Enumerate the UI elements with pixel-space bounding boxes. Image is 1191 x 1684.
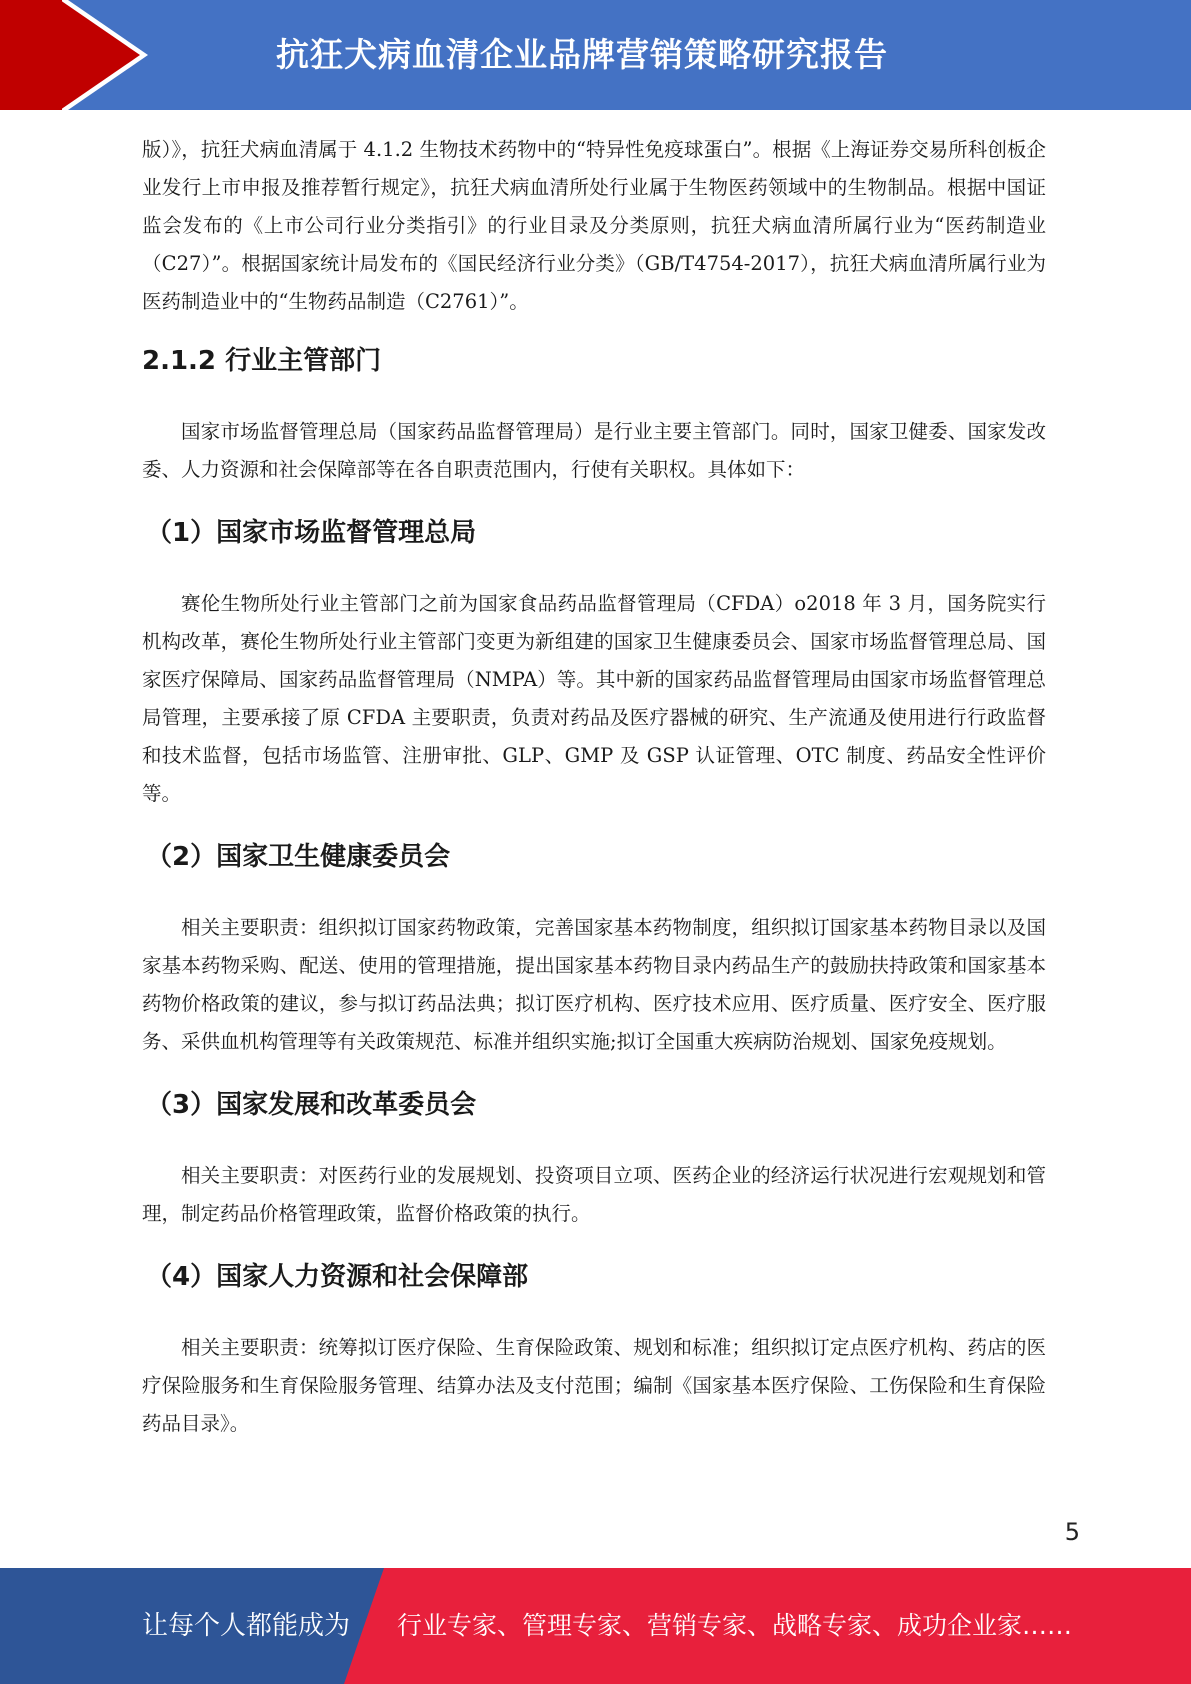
subheading-mohrss: （4）国家人力资源和社会保障部: [146, 1262, 529, 1292]
paragraph-samr: 赛伦生物所处行业主管部门之前为国家食品药品监督管理局（CFDA）o2018 年 3 月，国务院实行机构改革，赛伦生物所处行业主管部门变更为新组建的国家卫生健康委员会、国家市场监督管理总局、国家医疗保障局、国家药品监督管理局（NMPA）等。其中新的国家药品监督管理局由国家市场监督管理总局管理，主要承接了原 CFDA 主要职责，负责对药品及医疗器械的研究、生产流通及使用进行行政监督和技术监督，包括市场监管、注册审批、GLP、GMP 及 GSP 认证管理、OTC 制度、药品安全性评价等。: [142, 592, 1046, 805]
subheading-nhc: （2）国家卫生健康委员会: [146, 842, 451, 872]
report-title: 抗狂犬病血清企业品牌营销策略研究报告: [276, 35, 888, 74]
subheading-samr: （1）国家市场监督管理总局: [146, 518, 477, 548]
footer-slogan-left: 让每个人都能成为: [142, 1611, 351, 1641]
footer-slogan-right: 行业专家、管理专家、营销专家、战略专家、成功企业家……: [397, 1611, 1073, 1640]
page-header: [0, 0, 1191, 110]
page-footer: [0, 1568, 1191, 1684]
page-number: 5: [1064, 1518, 1080, 1546]
paragraph-mohrss: 相关主要职责：统筹拟订医疗保险、生育保险政策、规划和标准；组织拟订定点医疗机构、药店的医疗保险服务和生育保险服务管理、结算办法及支付范围；编制《国家基本医疗保险、工伤保险和生育保险药品目录》。: [142, 1336, 1046, 1435]
paragraph-classification: 版）》，抗狂犬病血清属于 4.1.2 生物技术药物中的“特异性免疫球蛋白”。根据《上海证券交易所科创板企业发行上市申报及推荐暂行规定》，抗狂犬病血清所处行业属于生物医药领域中的生物制品。根据中国证监会发布的《上市公司行业分类指引》的行业目录及分类原则，抗狂犬病血清所属行业为“医药制造业（C27）”。根据国家统计局发布的《国民经济行业分类》（GB/T4754-2017），抗狂犬病血清所属行业为医药制造业中的“生物药品制造（C2761）”。: [142, 138, 1046, 313]
paragraph-ndrc: 相关主要职责：对医药行业的发展规划、投资项目立项、医药企业的经济运行状况进行宏观规划和管理，制定药品价格管理政策，监督价格政策的执行。: [142, 1164, 1046, 1225]
section-heading-2-1-2: 2.1.2 行业主管部门: [142, 346, 382, 376]
subheading-ndrc: （3）国家发展和改革委员会: [146, 1090, 477, 1120]
paragraph-nhc: 相关主要职责：组织拟订国家药物政策，完善国家基本药物制度，组织拟订国家基本药物目录以及国家基本药物采购、配送、使用的管理措施，提出国家基本药物目录内药品生产的鼓励扶持政策和国家基本药物价格政策的建议，参与拟订药品法典；拟订医疗机构、医疗技术应用、医疗质量、医疗安全、医疗服务、采供血机构管理等有关政策规范、标准并组织实施;拟订全国重大疾病防治规划、国家免疫规划。: [142, 916, 1046, 1053]
document-body: [142, 131, 1046, 1443]
paragraph-authorities-intro: 国家市场监督管理总局（国家药品监督管理局）是行业主要主管部门。同时，国家卫健委、国家发改委、人力资源和社会保障部等在各自职责范围内，行使有关职权。具体如下：: [142, 420, 1046, 481]
red-arrow-decoration: [0, 0, 160, 110]
